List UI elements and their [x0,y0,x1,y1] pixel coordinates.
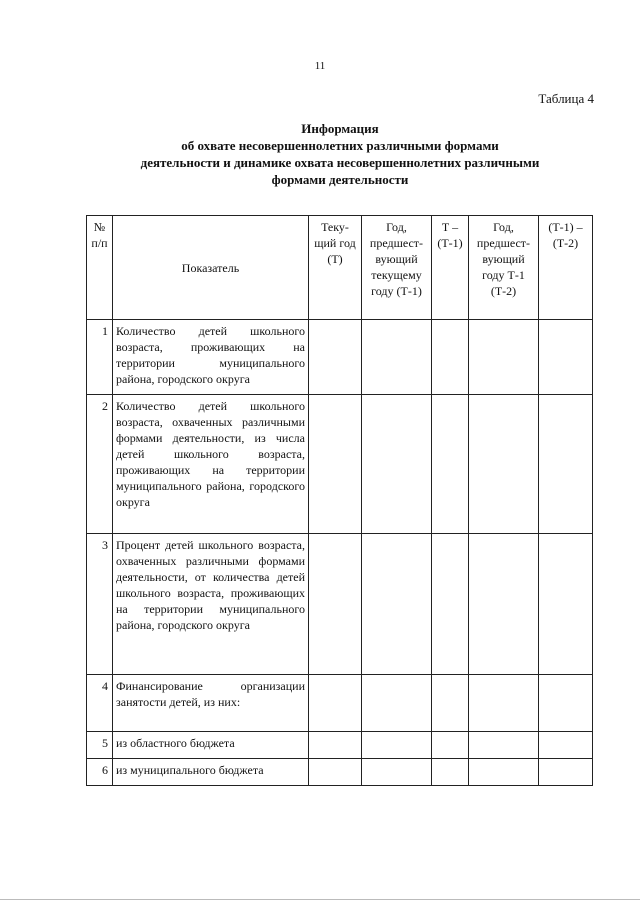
value-cell [539,395,593,534]
row-number: 5 [87,732,113,759]
value-cell [362,675,432,732]
title-line: формами деятельности [271,172,409,187]
value-cell [432,732,469,759]
value-cell [432,675,469,732]
data-table [86,215,593,786]
value-cell [469,675,539,732]
value-cell [362,732,432,759]
value-cell [469,759,539,786]
title-line: Информация [301,121,379,136]
table-row [87,534,593,675]
value-cell [309,534,362,675]
value-cell [309,320,362,395]
table-label: Таблица 4 [538,91,594,106]
row-indicator: Финансирование организации занятости детей, из них: [113,675,309,732]
value-cell [309,759,362,786]
value-cell [362,534,432,675]
value-cell [362,395,432,534]
row-number: 2 [87,395,113,534]
value-cell [362,320,432,395]
header-prev-prev-year: Год, предшест-вующий году Т-1 (Т-2) [469,216,539,320]
title-line: деятельности и динамике охвата несовершеннолетних различными [140,155,540,170]
value-cell [432,759,469,786]
row-number: 4 [87,675,113,732]
value-cell [469,732,539,759]
header-num: № п/п [87,216,113,320]
value-cell [432,395,469,534]
value-cell [539,320,593,395]
header-diff-prev: (Т-1) – (Т-2) [539,216,593,320]
row-number: 1 [87,320,113,395]
row-indicator: из областного бюджета [113,732,309,759]
title-line: об охвате несовершеннолетних различными формами [181,138,499,153]
value-cell [432,534,469,675]
value-cell [309,395,362,534]
value-cell [539,675,593,732]
value-cell [362,759,432,786]
value-cell [539,534,593,675]
value-cell [469,395,539,534]
header-diff-current: Т – (Т-1) [432,216,469,320]
page-bottom-rule [0,899,640,900]
value-cell [309,675,362,732]
table-row [87,675,593,732]
table-row [87,320,593,395]
header-indicator: Показатель [113,216,309,320]
value-cell [539,759,593,786]
row-indicator: из муниципального бюджета [113,759,309,786]
value-cell [539,732,593,759]
page-number: 11 [314,60,326,72]
table-row [87,395,593,534]
table-row [87,759,593,786]
value-cell [309,732,362,759]
value-cell [469,534,539,675]
table-row [87,732,593,759]
document-title [90,120,590,188]
row-number: 6 [87,759,113,786]
value-cell [432,320,469,395]
value-cell [469,320,539,395]
header-current-year: Теку-щий год (Т) [309,216,362,320]
row-indicator: Количество детей школьного возраста, проживающих на территории муниципального района, городского округа [113,320,309,395]
row-indicator: Количество детей школьного возраста, охваченных различными формами деятельности, из числа детей школьного возраста, проживающих на территории муниципального района, городского округа [113,395,309,534]
header-prev-year: Год, предшест-вующий текущему году (Т-1) [362,216,432,320]
row-number: 3 [87,534,113,675]
row-indicator: Процент детей школьного возраста, охваченных различными формами деятельности, от количества детей школьного возраста, проживающих на территории муниципального района, городского округа [113,534,309,675]
table-header-row [87,216,593,320]
